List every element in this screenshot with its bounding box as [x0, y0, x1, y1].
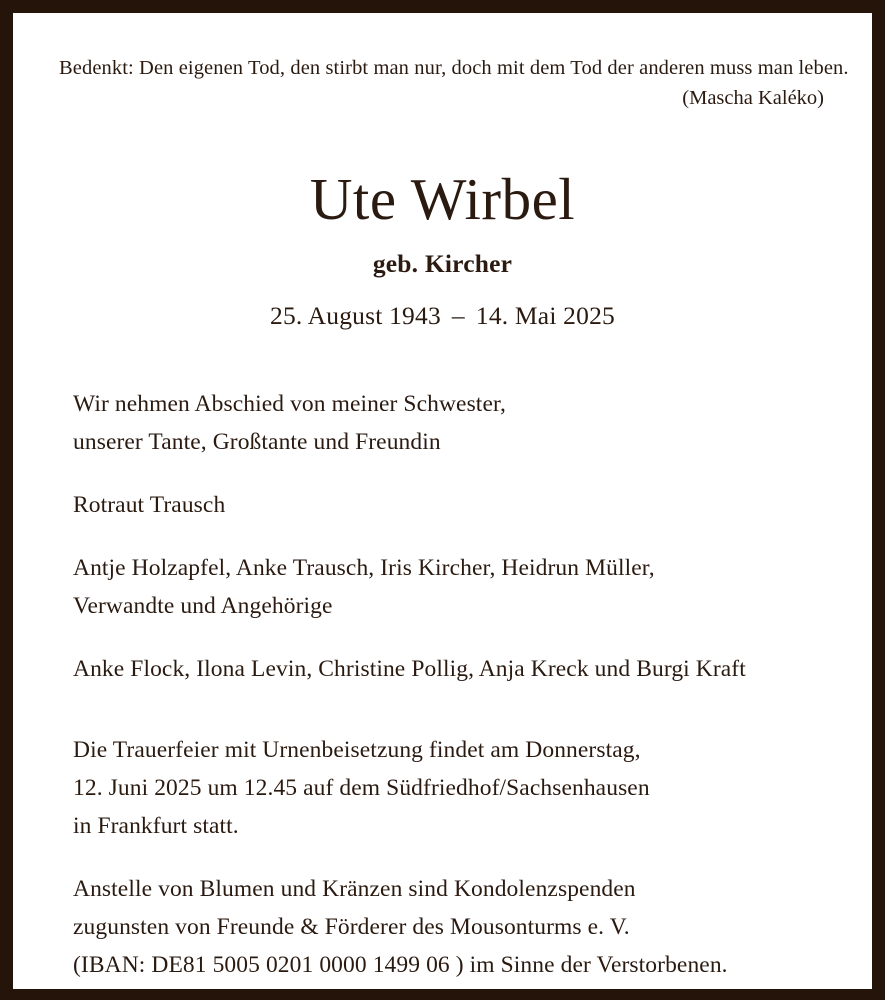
service-details — [73, 731, 832, 984]
farewell-line-2: unserer Tante, Großtante und Freundin — [73, 429, 441, 455]
primary-mourner: Rotraut Trausch — [73, 492, 226, 518]
service-line-3: in Frankfurt statt. — [73, 813, 239, 839]
family-mourners-paragraph — [73, 549, 832, 625]
obituary-sheet — [13, 13, 872, 989]
service-line-1: Die Trauerfeier mit Urnenbeisetzung findet am Donnerstag, — [73, 737, 641, 763]
death-date: 14. Mai 2025 — [475, 301, 615, 330]
service-line-2: 12. Juni 2025 um 12.45 auf dem Südfriedhof/Sachsenhausen — [73, 775, 650, 801]
maiden-name: geb. Kircher — [372, 249, 513, 278]
quote-attribution: (Mascha Kaléko) — [682, 87, 824, 109]
friends-mourners: Anke Flock, Ilona Levin, Christine Pollig, Anja Kreck und Burgi Kraft — [73, 656, 746, 682]
donations-line-1: Anstelle von Blumen und Kränzen sind Kondolenzspenden — [73, 876, 636, 902]
name-block — [13, 165, 872, 333]
primary-mourner-paragraph — [73, 486, 832, 524]
date-separator: – — [451, 301, 465, 330]
donations-iban-line: (IBAN: DE81 5005 0201 0000 1499 06 ) im Sinne der Verstorbenen. — [73, 952, 728, 978]
service-paragraph — [73, 731, 832, 845]
life-dates — [13, 299, 872, 333]
birth-date: 25. August 1943 — [270, 301, 441, 330]
farewell-line-1: Wir nehmen Abschied von meiner Schwester, — [73, 391, 506, 417]
mourning-body — [73, 385, 832, 688]
donations-paragraph — [73, 870, 832, 984]
friends-mourners-paragraph — [73, 650, 832, 688]
quote-block — [59, 53, 849, 113]
donations-line-2: zugunsten von Freunde & Förderer des Mousonturms e. V. — [73, 914, 630, 940]
family-mourners-line-2: Verwandte und Angehörige — [73, 593, 333, 619]
family-mourners-line-1: Antje Holzapfel, Anke Trausch, Iris Kircher, Heidrun Müller, — [73, 555, 655, 581]
farewell-paragraph — [73, 385, 832, 461]
quote-text: Bedenkt: Den eigenen Tod, den stirbt man nur, doch mit dem Tod der anderen muss man leben. — [59, 57, 849, 79]
deceased-name: Ute Wirbel — [309, 166, 576, 232]
